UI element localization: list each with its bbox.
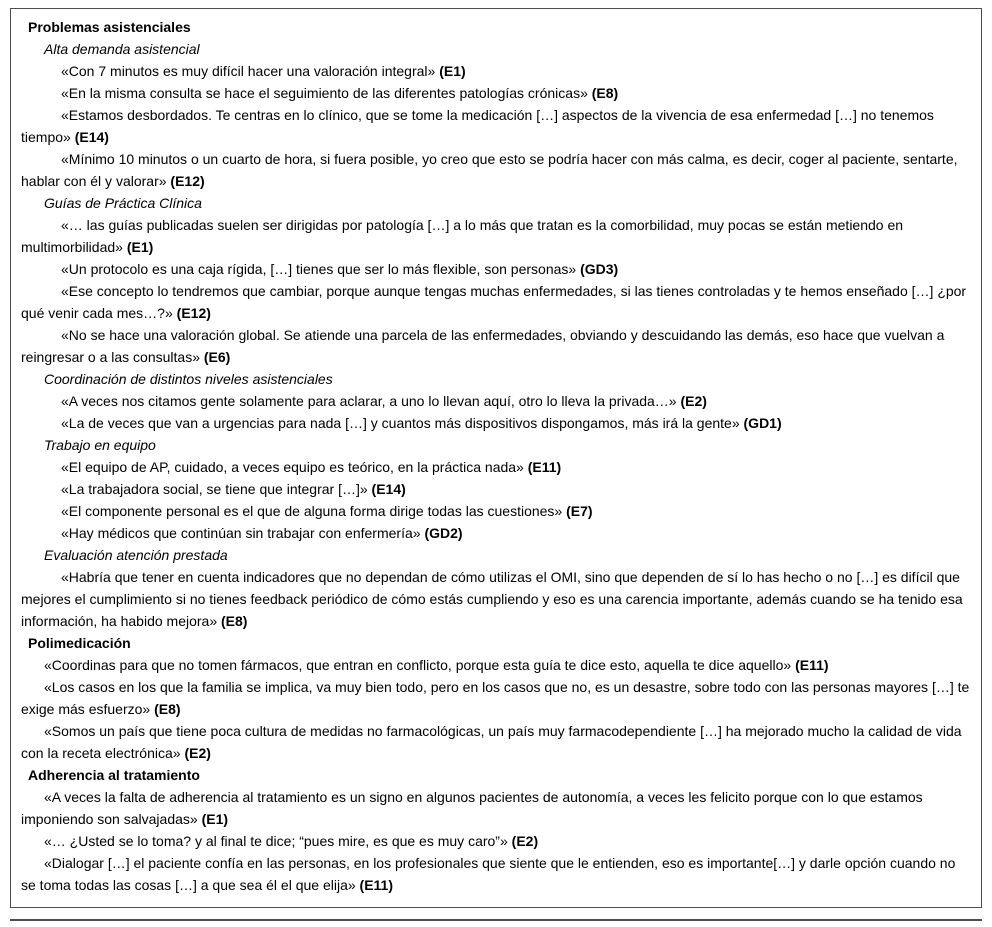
quote [21, 852, 971, 896]
quote-code: (E2) [184, 745, 211, 761]
quote-text: «Somos un país que tiene poca cultura de medidas no farmacológicas, un país muy farmacodependiente […] ha mejorado mucho la calidad de vida con la receta electrónica» [21, 723, 962, 761]
quote-text: «Con 7 minutos es muy difícil hacer una valoración integral» [61, 63, 436, 79]
quote-code: (E1) [126, 239, 154, 255]
quote [21, 214, 971, 258]
quote-text: «Los casos en los que la familia se implica, va muy bien todo, pero en los casos que no, es un desastre, sobre todo con las personas mayores […] te exige más esfuerzo» [21, 679, 970, 717]
quote [21, 522, 971, 544]
quote-code: (E11) [527, 459, 562, 475]
quote-code: (GD1) [743, 415, 782, 431]
quote-code: (E14) [74, 129, 109, 145]
quote-text: «A veces la falta de adherencia al tratamiento es un signo en algunos pacientes de autonomía, a veces les felicito porque con lo que estamos imponiendo son salvajadas» [21, 789, 923, 827]
quote-code: (E12) [176, 305, 211, 321]
quote-code: (E8) [221, 613, 248, 629]
quote [21, 390, 971, 412]
quote [21, 456, 971, 478]
quote-code: (GD3) [580, 261, 619, 277]
section-title: Problemas asistenciales [28, 19, 191, 35]
subsection-title: Alta demanda asistencial [44, 41, 200, 57]
quote-code: (E1) [201, 811, 229, 827]
quote [21, 148, 971, 192]
quote [21, 676, 971, 720]
quote [21, 786, 971, 830]
quote-code: (E11) [795, 657, 829, 673]
quote [21, 60, 971, 82]
quote [21, 478, 971, 500]
quote [21, 82, 971, 104]
quote [21, 830, 971, 852]
subsection-title: Guías de Práctica Clínica [44, 195, 202, 211]
quote-text: «El equipo de AP, cuidado, a veces equipo es teórico, en la práctica nada» [61, 459, 524, 475]
quote [21, 654, 971, 676]
quote [21, 104, 971, 148]
quote-code: (E14) [371, 481, 406, 497]
quote-text: «Dialogar […] el paciente confía en las personas, en los profesionales que siente que le entienden, eso es importante[…] y darle opción cuando no se toma todas las cosas […] a que sea él el que elija» [21, 855, 956, 893]
quote-text: «Coordinas para que no tomen fármacos, que entran en conflicto, porque esta guía te dice esto, aquella te dice aquello» [44, 657, 792, 673]
quote [21, 412, 971, 434]
quotes-table [10, 8, 982, 908]
quote-text: «Habría que tener en cuenta indicadores que no dependan de cómo utilizas el OMI, sino que dependen de sí lo has hecho o no […] es difícil que mejores el cumplimiento si no tienes feedback periódico de cómo estás cumpliendo y eso es una carencia importante, además cuando se ha tenido esa información, ha habido mejora» [21, 569, 963, 629]
quote-text: «Ese concepto lo tendremos que cambiar, porque aunque tengas muchas enfermedades, si las tienes controladas y te hemos enseñado […] ¿por qué venir cada mes…?» [21, 283, 967, 321]
quote-text: «En la misma consulta se hace el seguimiento de las diferentes patologías crónicas» [61, 85, 588, 101]
quote [21, 720, 971, 764]
quote-text: «Hay médicos que continúan sin trabajar con enfermería» [61, 525, 421, 541]
quote-text: «Un protocolo es una caja rígida, […] tienes que ser lo más flexible, son personas» [61, 261, 577, 277]
section-title: Polimedicación [28, 635, 131, 651]
quote-text: «Mínimo 10 minutos o un cuarto de hora, si fuera posible, yo creo que esto se podría hacer con más calma, es decir, coger al paciente, sentarte, hablar con él y valorar» [21, 151, 958, 189]
quote [21, 280, 971, 324]
quote [21, 258, 971, 280]
quote-text: «Estamos desbordados. Te centras en lo clínico, que se tome la medicación […] aspectos de la vivencia de esa enfermedad […] no tenemos tiempo» [21, 107, 934, 145]
quote-code: (E12) [170, 173, 205, 189]
subsection-title: Evaluación atención prestada [44, 547, 228, 563]
quote-text: «El componente personal es el que de alguna forma dirige todas las cuestiones» [61, 503, 563, 519]
section-title: Adherencia al tratamiento [28, 767, 200, 783]
subsection-title: Trabajo en equipo [44, 437, 156, 453]
quote-text: «A veces nos citamos gente solamente para aclarar, a uno lo llevan aquí, otro lo lleva la privada…» [61, 393, 677, 409]
quote-text: «La de veces que van a urgencias para nada […] y cuantos más dispositivos dispongamos, más irá la gente» [61, 415, 740, 431]
quote-code: (E2) [680, 393, 707, 409]
quote-text: «… las guías publicadas suelen ser dirigidas por patología […] a lo más que tratan es la comorbilidad, muy pocas se están metiendo en multimorbilidad» [21, 217, 904, 255]
table-bottom-rule [10, 919, 982, 921]
quote [21, 500, 971, 522]
quote-code: (E6) [203, 349, 231, 365]
quote-code: (E2) [511, 833, 539, 849]
quote-code: (E8) [591, 85, 619, 101]
quote-code: (E11) [359, 877, 393, 893]
quote [21, 324, 971, 368]
quote-code: (E1) [439, 63, 466, 79]
quote-code: (E7) [566, 503, 593, 519]
quote-text: «La trabajadora social, se tiene que integrar […]» [61, 481, 368, 497]
quote [21, 566, 971, 632]
subsection-title: Coordinación de distintos niveles asistenciales [44, 371, 333, 387]
quote-text: «… ¿Usted se lo toma? y al final te dice; “pues mire, es que es muy caro”» [44, 833, 508, 849]
quote-text: «No se hace una valoración global. Se atiende una parcela de las enfermedades, obviando y descuidando las demás, eso hace que vuelvan a reingresar o a las consultas» [21, 327, 945, 365]
quote-code: (E8) [154, 701, 181, 717]
quote-code: (GD2) [424, 525, 463, 541]
